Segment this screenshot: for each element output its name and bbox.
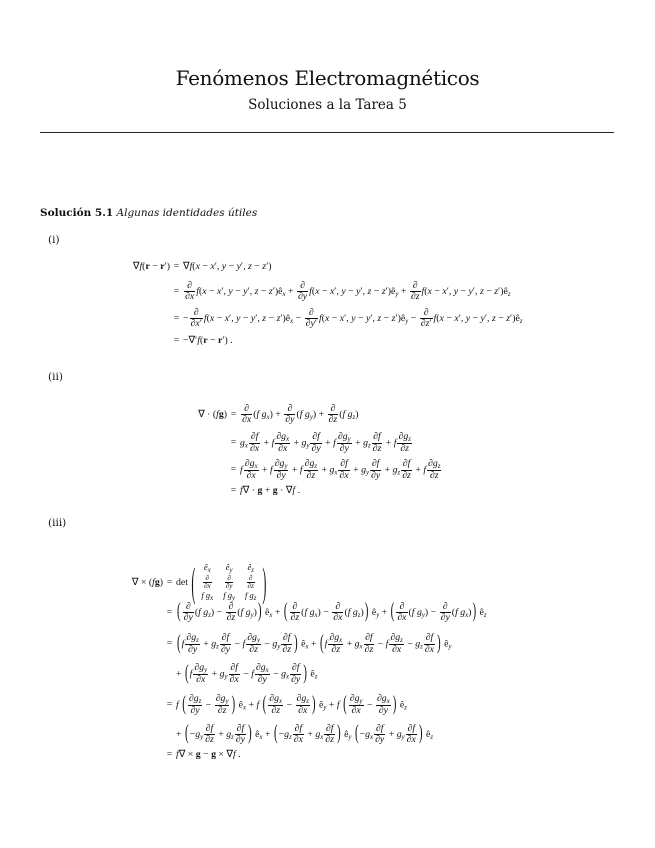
part-label-i: (i): [48, 234, 60, 246]
equation-line: + ($-g_y$ $\frac{\partial f}{\partial z}$ + $g_z$ $\frac{\partial f}{\partial y}$ ) $ê_x + (-g_z$ $\frac{\partial f}{\partial x}$ + $g_x$ $\frac{\partial f}{\partial z}$ ) $ê_y$ ($-g_x$ $\frac{\partial f}{\partial y}$ + $g_y$ $\frac{\partial f}{\partial x}$ ) $ê_z$: [176, 721, 433, 746]
equation-line: = (f $\frac{\partial g_z}{\partial y}$ + $g_z$ $\frac{\partial f}{\partial y}$ − f $\frac{\partial g_y}{\partial z}$ − $g_y$ $\frac{\partial f}{\partial z}$ ) $ê_x + (f$ $\frac{\partial g_x}{\partial z}$ + $g_x$ $\frac{\partial f}{\partial z}$ − f $\frac{\partial g_z}{\partial x}$ − $g_z$ $\frac{\partial f}{\partial x}$ ) $ê_y$: [166, 631, 452, 656]
solution-label: Solución 5.1: [40, 207, 114, 219]
equation-line: = −∇′f(r − r′) .: [173, 335, 233, 346]
document-subtitle: Soluciones a la Tarea 5: [248, 97, 407, 113]
equation-line: = ( $\frac{\partial}{\partial y}$ (f $g_z$) − $\frac{\partial}{\partial z}$ (f $g_y$)) $ê_x$ + ( $\frac{\partial}{\partial z}$ (f $g_x$) − $\frac{\partial}{\partial x}$ (f $g_z$)) $ê_y$ + ( $\frac{\partial}{\partial x}$ (f $g_y$) − $\frac{\partial}{\partial y}$ (f $g_x$)) $ê_z$: [166, 599, 487, 624]
equation-line: = − $\frac{\partial}{\partial x'}$ f(x − x′, y − y′, $z - z')ê_x$ − $\frac{\partial}{\partial y'}$ f(x − x′, y − y′, $z - z')ê_y$ − $\frac{\partial}{\partial z'}$ f(x − x′, y − y′, $z - z')ê_z$: [173, 307, 523, 330]
part-label-iii: (iii): [48, 517, 67, 529]
equation-line: = f ( $\frac{\partial g_z}{\partial y}$ − $\frac{\partial g_y}{\partial z}$ ) $ê_x + f$ ( $\frac{\partial g_x}{\partial z}$ − $\frac{\partial g_z}{\partial x}$ ) $ê_y + f$ ( $\frac{\partial g_y}{\partial x}$ − $\frac{\partial g_x}{\partial y}$ ) $ê_z$: [166, 692, 407, 717]
title-rule: [40, 132, 614, 133]
solution-description: Algunas identidades útiles: [116, 207, 258, 219]
equation-line: = f∇ · g + g · ∇f .: [230, 485, 301, 496]
equation-line: ∇ × (fg) = det ( $ê_x$ $ê_y$ $ê_z$ $\frac{\partial}{\partial x}$ $\frac{\partial}{\partial y}$ $\frac{\partial}{\partial z}$ f $g_x$ f $g_y$ f $g_z$ ): [131, 558, 267, 607]
equation-line: ∇f(r − r′) = ∇f(x − x′, y − y′, z − z′): [132, 261, 272, 272]
determinant-matrix: $ê_x$ $ê_y$ $ê_z$ $\frac{\partial}{\partial x}$ $\frac{\partial}{\partial y}$ $\frac{\partial}{\partial z}$ f $g_x$ f $g_y$ f $g_z$: [201, 562, 257, 602]
solution-heading: [40, 207, 257, 219]
equation-line: = $g_x$ $\frac{\partial f}{\partial x}$ + f $\frac{\partial g_x}{\partial x}$ + $g_y$ $\frac{\partial f}{\partial y}$ + f $\frac{\partial g_y}{\partial y}$ + $g_z$ $\frac{\partial f}{\partial z}$ + f $\frac{\partial g_z}{\partial z}$: [230, 431, 411, 455]
equation-line: + (f $\frac{\partial g_y}{\partial x}$ + $g_y$ $\frac{\partial f}{\partial x}$ − f $\frac{\partial g_x}{\partial y}$ − $g_x$ $\frac{\partial f}{\partial y}$ ) $ê_z$: [176, 661, 318, 686]
equation-line: = f∇ × g − g × ∇f .: [166, 749, 241, 760]
equation-line: ∇ · (fg) = $\frac{\partial}{\partial x}$ (f $g_x$) + $\frac{\partial}{\partial y}$ (f $g_y$) + $\frac{\partial}{\partial z}$ (f $g_z$): [198, 403, 359, 426]
part-label-ii: (ii): [48, 371, 63, 383]
equation-line: = $\frac{\partial}{\partial x}$ f(x − x′, y − y′, $z - z')ê_x$ + $\frac{\partial}{\partial y}$ f(x − x′, y − y′, $z - z')ê_y$ + $\frac{\partial}{\partial z}$ f(x − x′, y − y′, $z - z')ê_z$: [173, 280, 511, 303]
document-title: Fenómenos Electromagnéticos: [175, 66, 480, 90]
equation-line: = f $\frac{\partial g_x}{\partial x}$ + f $\frac{\partial g_y}{\partial y}$ + f $\frac{\partial g_z}{\partial z}$ + $g_x$ $\frac{\partial f}{\partial x}$ + $g_y$ $\frac{\partial f}{\partial y}$ + $g_z$ $\frac{\partial f}{\partial z}$ + f $\frac{\partial g_z}{\partial z}$: [230, 458, 441, 482]
